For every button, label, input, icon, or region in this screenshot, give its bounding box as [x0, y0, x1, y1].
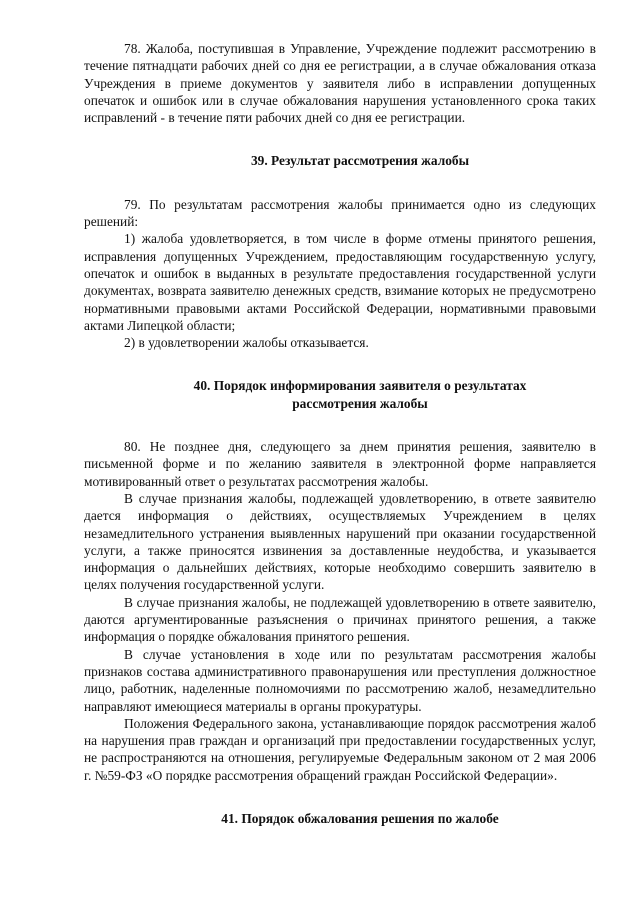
paragraph-80-federal-law: Положения Федерального закона, устанавливающие порядок рассмотрения жалоб на нарушения прав граждан и организаций при предоставлении государственных услуг, не распространяются на отношения, регулируемые Федеральным законом от 2 мая 2006 г. №59-ФЗ «О порядке рассмотрения обращений граждан Российской Федерации».	[84, 715, 596, 783]
section-heading-39: 39. Результат рассмотрения жалобы	[250, 153, 470, 169]
section-heading-40-line1: 40. Порядок информирования заявителя о результатах	[193, 378, 527, 394]
paragraph-80: 80. Не позднее дня, следующего за днем принятия решения, заявителю в письменной форме и по желанию заявителя в электронной форме направляется мотивированный ответ о результатах рассмотрения жалобы.	[84, 439, 596, 489]
section-heading-40	[84, 377, 596, 412]
paragraph-78: 78. Жалоба, поступившая в Управление, Учреждение подлежит рассмотрению в течение пятнадцати рабочих дней со дня ее регистрации, а в случае обжалования отказа Учреждения в приеме документов у заявителя либо в исправлении допущенных опечаток и ошибок или в случае обжалования нарушения установленного срока таких исправлений - в течение пяти рабочих дней со дня ее регистрации.	[84, 41, 596, 126]
list-item-2: 2) в удовлетворении жалобы отказывается.	[124, 335, 369, 351]
paragraph-80-acceptance: В случае признания жалобы, подлежащей удовлетворению, в ответе заявителю дается информация о действиях, осуществляемых Учреждением в целях незамедлительного устранения выявленных нарушений при оказании государственной услуги, а также приносятся извинения за доставленные неудобства, и указывается информация о дальнейших действиях, которые необходимо совершить заявителю в целях получения государственной услуги.	[84, 490, 596, 593]
document-page	[84, 40, 596, 827]
section-heading-41: 41. Порядок обжалования решения по жалобе	[221, 810, 499, 826]
paragraph-80-rejection: В случае признания жалобы, не подлежащей удовлетворению в ответе заявителю, даются аргументированные разъяснения о причинах принятого решения, а также информация о порядке обжалования принятого решения.	[84, 594, 596, 645]
paragraph-80-prosecution: В случае установления в ходе или по результатам рассмотрения жалобы признаков состава административного правонарушения или преступления должностное лицо, работник, наделенные полномочиями по рассмотрению жалоб, незамедлительно направляют имеющиеся материалы в органы прокуратуры.	[84, 646, 596, 714]
list-item-1: 1) жалоба удовлетворяется, в том числе в форме отмены принятого решения, исправления допущенных Учреждением, предоставляющим государственную услугу, опечаток и ошибок в выданных в результате предоставления государственной услуги документах, возврата заявителю денежных средств, взимание которых не предусмотрено нормативными правовыми актами Российской Федерации, нормативными правовыми актами Липецкой области;	[84, 231, 596, 333]
section-heading-40-line2: рассмотрения жалобы	[292, 395, 428, 411]
paragraph-79: 79. По результатам рассмотрения жалобы принимается одно из следующих решений:	[84, 196, 596, 230]
